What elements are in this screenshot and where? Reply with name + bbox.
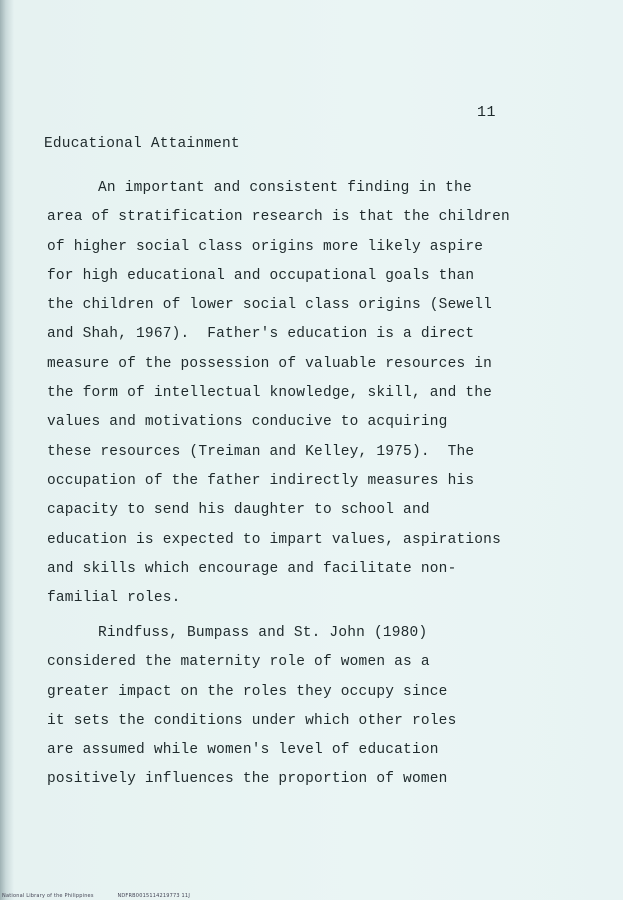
text-line: capacity to send his daughter to school and [47,502,430,519]
text-line: for high educational and occupational goals than [47,267,475,284]
text-line: the form of intellectual knowledge, skill, and the [47,385,493,402]
page-number: 11 [477,104,497,121]
text-line: occupation of the father indirectly measures his [47,472,475,489]
text-line: An important and consistent finding in the [98,180,472,196]
text-line: Rindfuss, Bumpass and St. John (1980) [98,625,428,641]
text-line: it sets the conditions under which other roles [47,712,457,729]
text-line: considered the maternity role of women as a [47,654,430,671]
text-line: the children of lower social class origins (Sewell [47,297,493,314]
text-line: measure of the possession of valuable resources in [47,355,493,372]
scan-footer [2,893,212,899]
footer-code: NDFRB0015114219773 11J [117,893,190,899]
text-line: values and motivations conducive to acquiring [47,414,448,431]
text-line: greater impact on the roles they occupy since [47,683,448,700]
text-line: these resources (Treiman and Kelley, 1975). The [47,443,475,460]
text-line: are assumed while women's level of education [47,742,439,759]
paragraph-2 [47,619,517,795]
text-line: and skills which encourage and facilitate non- [47,560,457,577]
paragraph-1 [47,174,517,613]
text-line: education is expected to impart values, aspirations [47,531,501,548]
text-line: of higher social class origins more likely aspire [47,238,484,255]
text-line: positively influences the proportion of women [47,771,448,788]
section-heading: Educational Attainment [44,136,240,152]
text-line: area of stratification research is that the children [47,209,510,226]
text-line: and Shah, 1967). Father's education is a direct [47,326,475,343]
footer-library: National Library of the Philippines [2,893,94,899]
text-line: familial roles. [47,590,181,607]
